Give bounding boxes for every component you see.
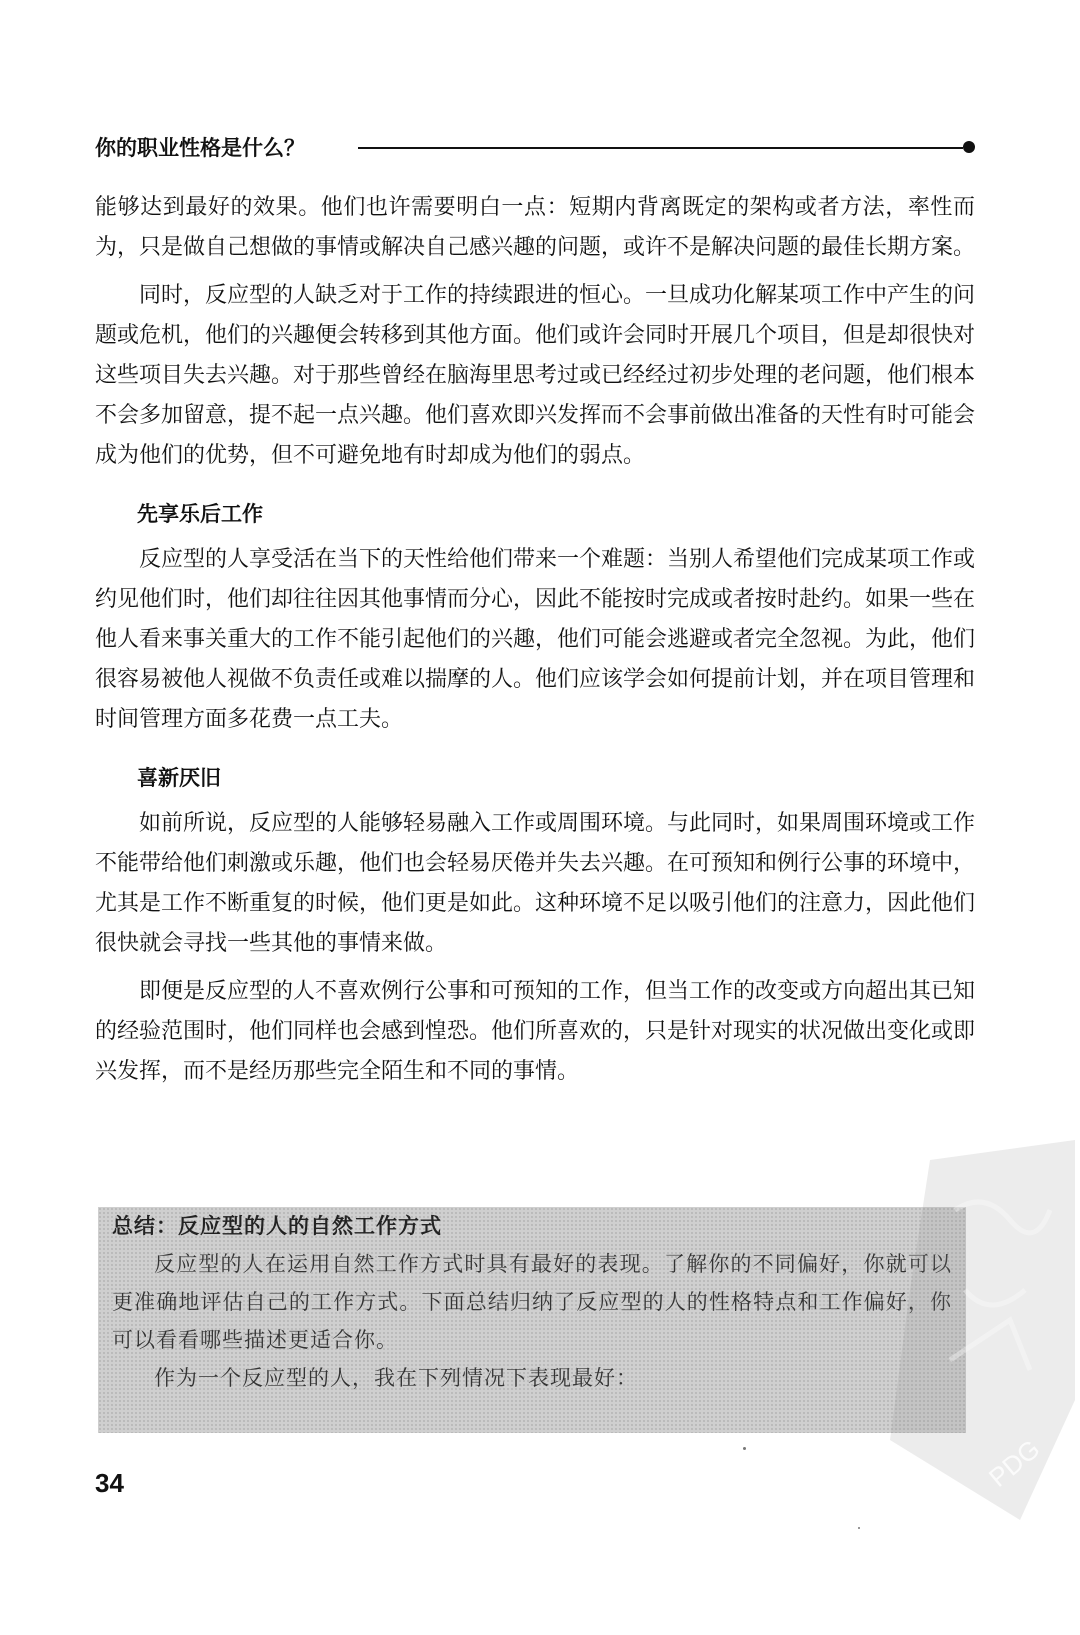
paragraph: 即便是反应型的人不喜欢例行公事和可预知的工作，但当工作的改变或方向超出其已知的经验范围时，他们同样也会感到惶恐。他们所喜欢的，只是针对现实的状况做出变化或即兴发挥，而不是经历那些完全陌生和不同的事情。 <box>95 979 976 1084</box>
section-heading-play-first: 先享乐后工作 <box>137 502 263 526</box>
summary-intro: 反应型的人在运用自然工作方式时具有最好的表现。了解你的不同偏好，你就可以更准确地评估自己的工作方式。下面总结归纳了反应型的人的性格特点和工作偏好，你可以看看哪些描述更适合你。 <box>112 1252 952 1352</box>
paragraph: 反应型的人享受活在当下的天性给他们带来一个难题：当别人希望他们完成某项工作或约见他们时，他们却往往因其他事情而分心，因此不能按时完成或者按时赴约。如果一些在他人看来事关重大的工作不能引起他们的兴趣，他们可能会逃避或者完全忽视。为此，他们很容易被他人视做不负责任或难以揣摩的人。他们应该学会如何提前计划，并在项目管理和时间管理方面多花费一点工夫。 <box>95 547 976 732</box>
summary-lead: 作为一个反应型的人，我在下列情况下表现最好： <box>154 1366 638 1390</box>
scan-speck <box>858 1527 860 1529</box>
paragraph-continued: 能够达到最好的效果。他们也许需要明白一点：短期内背离既定的架构或者方法，率性而为，只是做自己想做的事情或解决自己感兴趣的问题，或许不是解决问题的最佳长期方案。 <box>95 195 976 260</box>
paragraph: 如前所说，反应型的人能够轻易融入工作或周围环境。与此同时，如果周围环境或工作不能带给他们刺激或乐趣，他们也会轻易厌倦并失去兴趣。在可预知和例行公事的环境中，尤其是工作不断重复的时候，他们更是如此。这种环境不足以吸引他们的注意力，因此他们很快就会寻找一些其他的事情来做。 <box>95 811 976 956</box>
summary-title: 总结：反应型的人的自然工作方式 <box>112 1214 442 1238</box>
scan-speck <box>743 1447 746 1450</box>
section-heading-novelty: 喜新厌旧 <box>137 766 221 790</box>
paragraph: 同时，反应型的人缺乏对于工作的持续跟进的恒心。一旦成功化解某项工作中产生的问题或危机，他们的兴趣便会转移到其他方面。他们或许会同时开展几个项目，但是却很快对这些项目失去兴趣。对于那些曾经在脑海里思考过或已经经过初步处理的老问题，他们根本不会多加留意，提不起一点兴趣。他们喜欢即兴发挥而不会事前做出准备的天性有时可能会成为他们的优势，但不可避免地有时却成为他们的弱点。 <box>95 283 976 468</box>
header-rule <box>358 147 963 149</box>
header-title: 你的职业性格是什么？ <box>95 136 305 160</box>
watermark-text: PDG <box>982 1433 1046 1493</box>
header-rule-dot <box>963 141 975 153</box>
body-text <box>95 188 975 1092</box>
summary-box <box>98 1207 966 1433</box>
running-header <box>95 128 975 168</box>
page-number: 34 <box>95 1468 124 1498</box>
